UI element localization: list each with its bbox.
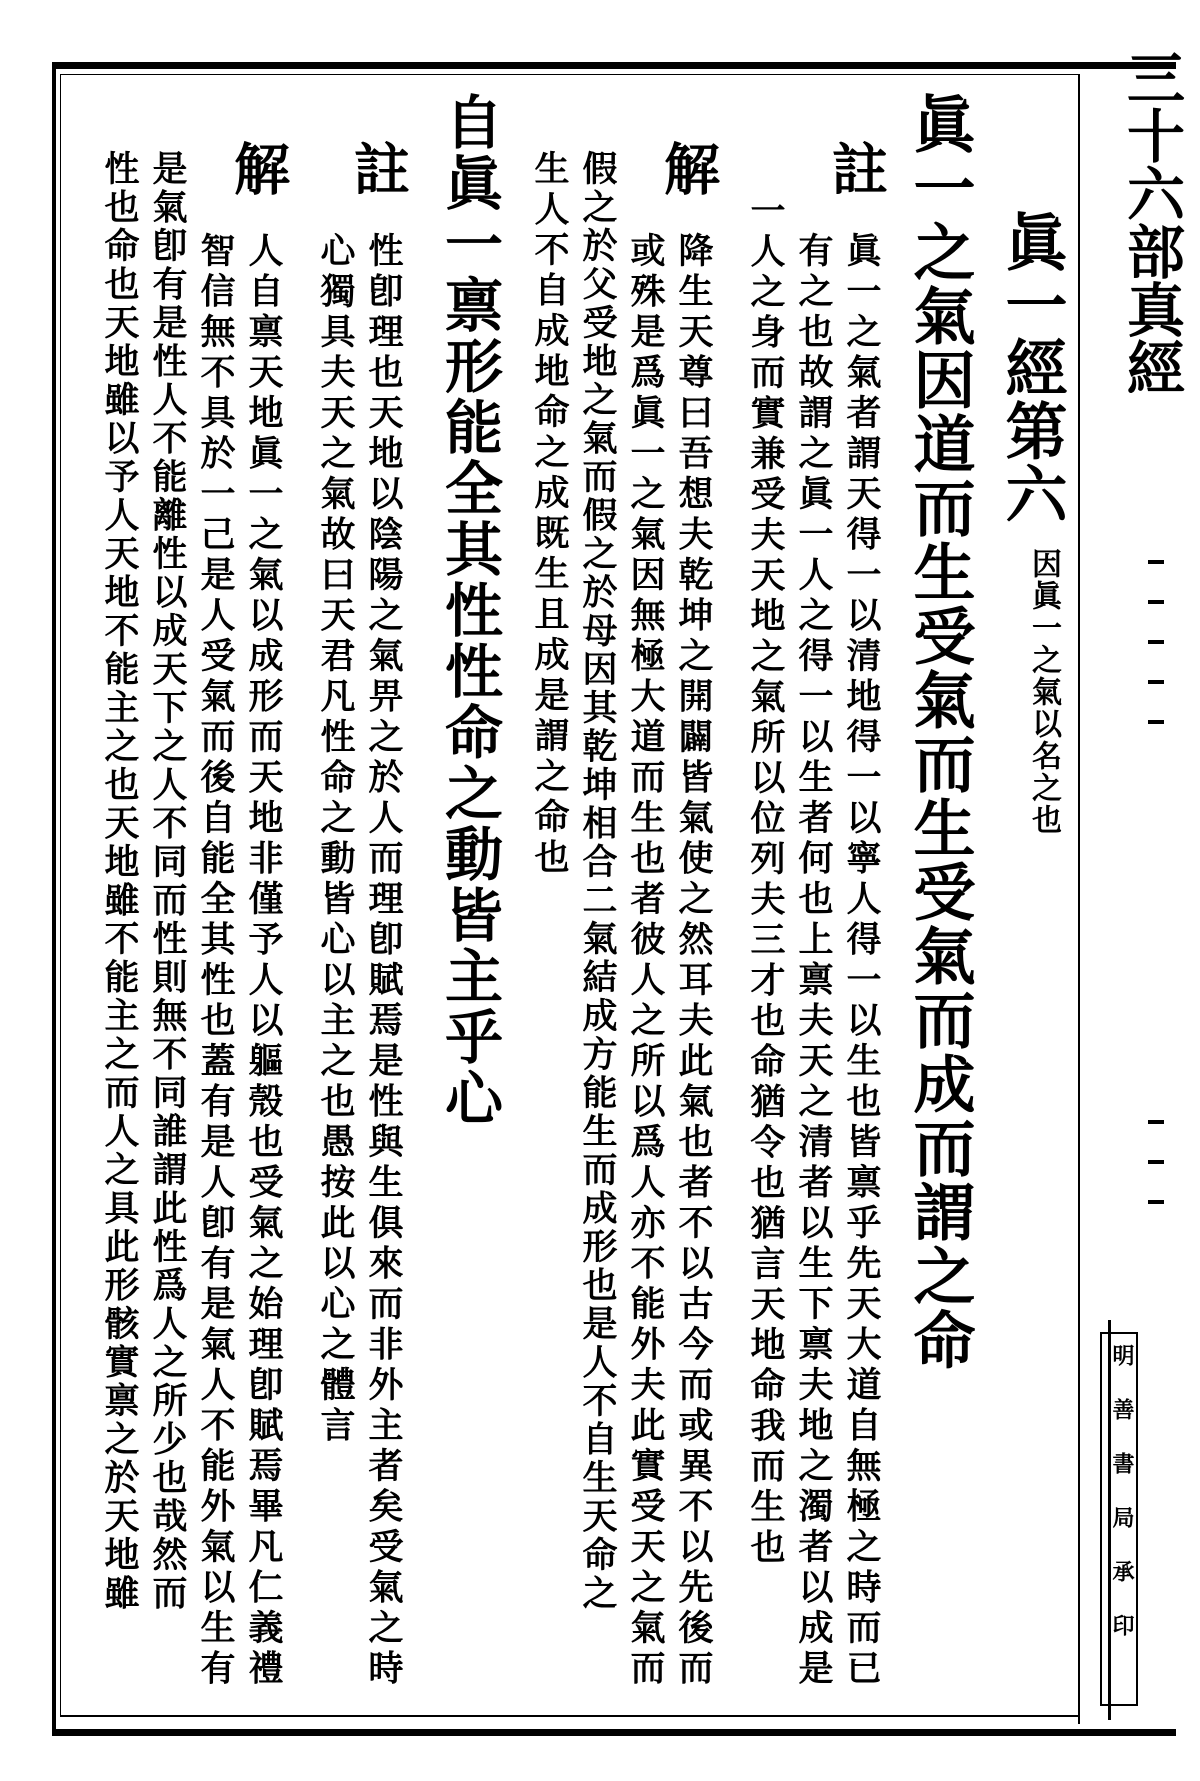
zhu-1-line-1: 眞一之氣者謂天得一以清地得一以寧人得一以生也皆禀乎先天大道自無極之時而已 [841, 232, 882, 1690]
jie-2-line-1: 人自禀天地眞一之氣以成形而天地非僅予人以軀殼也受氣之始理卽賦焉畢凡仁義禮 [243, 232, 284, 1690]
jie-1-label: 解 [655, 140, 721, 196]
jie-1-line-2: 或殊是爲眞一之氣因無極大道而生也者彼人之所以爲人亦不能外夫此實受天之氣而 [625, 232, 666, 1690]
zhu-2-label: 註 [345, 140, 411, 196]
jie-2-line-4: 性也命也天地雖以予人天地不能主之也天地雖不能主之而人之具此形骸實禀之於天地雖 [99, 150, 140, 1613]
jie-1-line-4: 生人不自成地命之成既生且成是謂之命也 [529, 150, 570, 879]
zhu-2-line-2: 心獨具夫天之氣故曰天君凡性命之動皆心以主之也愚按此以心之體言 [315, 232, 356, 1447]
jie-2-line-2: 智信無不具於一己是人受氣而後自能全其性也蓋有是人卽有是氣人不能外氣以生有 [195, 232, 236, 1690]
publisher-box [1100, 1332, 1138, 1706]
heading-main: 眞一經第六 [995, 210, 1068, 525]
zhu-1-line-3: 一人之身而實兼受夫天地之氣所以位列夫三才也命猶令也猶言天地命我而生也 [745, 192, 786, 1569]
jie-2-line-3: 是氣卽有是性人不能離性以成天下之人不同而性則無不同誰謂此性爲人之所少也哉然而 [147, 150, 188, 1613]
jie-1-line-1: 降生天尊曰吾想夫乾坤之開闢皆氣使之然耳夫此氣也者不以古今而或異不以先後而 [673, 232, 714, 1690]
verse-2: 自眞一禀形能全其性性命之動皆主乎心 [435, 92, 503, 1129]
zhu-1-label: 註 [823, 140, 889, 196]
publisher-text: 明善書局承印 [1109, 1344, 1135, 1668]
verse-1: 眞一之氣因道而生受氣而生受氣而成而謂之命 [903, 92, 976, 1372]
zhu-2-line-1: 性卽理也天地以陰陽之氣畀之於人而理卽賦焉是性與生俱來而非外主者矣受氣之時 [363, 232, 404, 1690]
jie-2-label: 解 [225, 140, 291, 196]
right-rule [1078, 74, 1080, 1724]
margin-title: 三十六部真經 [1117, 48, 1185, 396]
heading-note: 因眞一之氣以名之也 [1026, 548, 1061, 836]
zhu-1-line-2: 有之也故謂之眞一人之得一以生者何也上禀夫天之清者以生下禀夫地之濁者以成是 [793, 232, 834, 1690]
jie-1-line-3: 假之於父受地之氣而假之於母因其乾坤相合二氣結成方能生而成形也是人不自生天命之 [577, 150, 618, 1613]
